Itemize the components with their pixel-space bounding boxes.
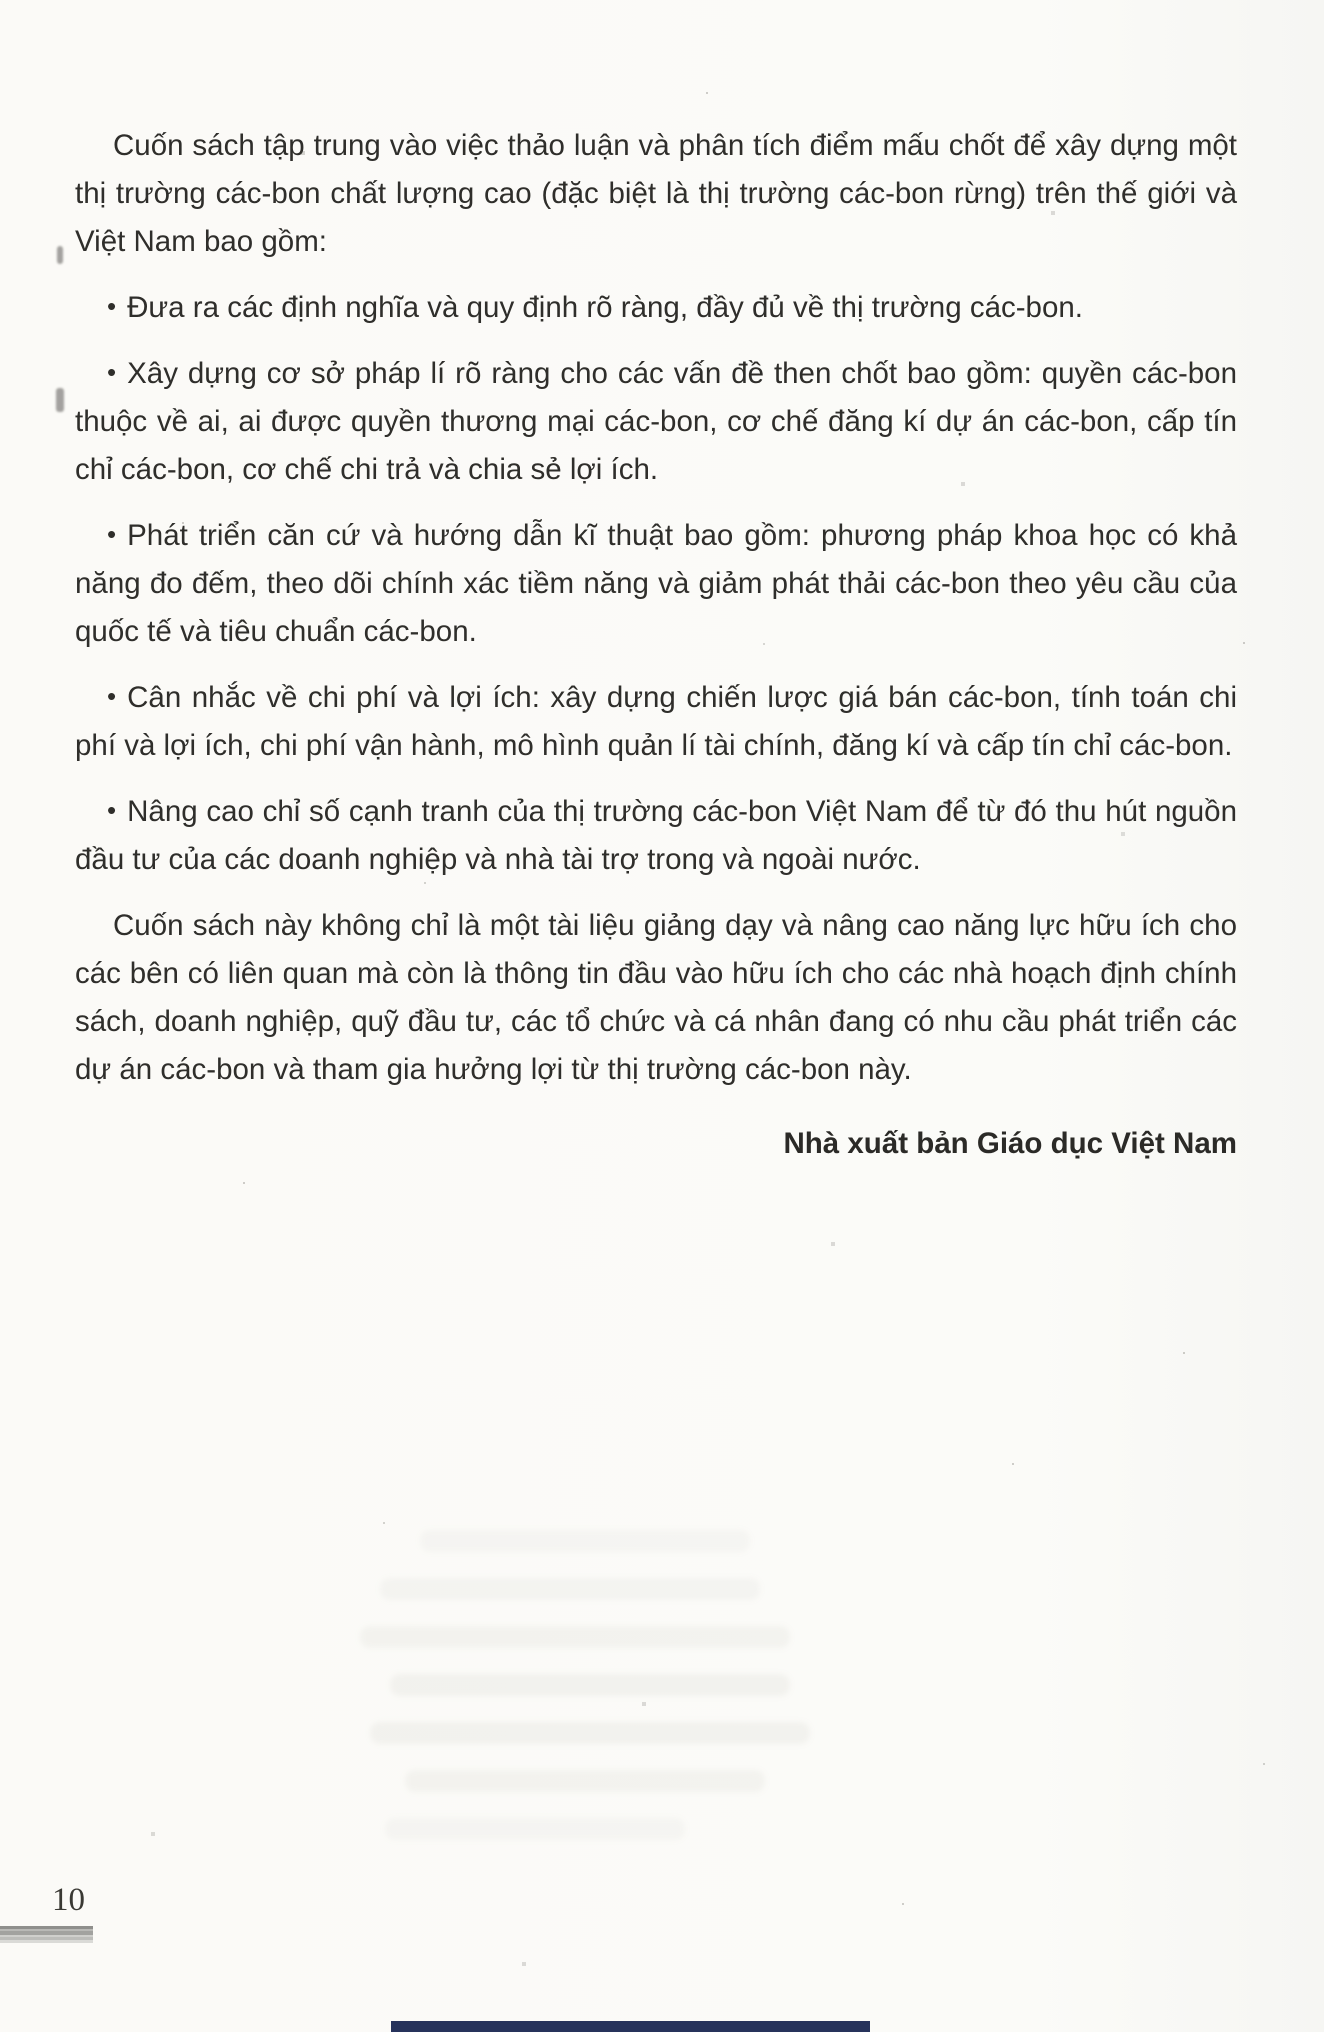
bullet-item-definitions xyxy=(75,284,1237,332)
bullet-item-competitiveness xyxy=(75,788,1237,884)
scan-smudge-artifact xyxy=(57,246,63,264)
bullet-item-legal-basis xyxy=(75,350,1237,494)
page-number-rule xyxy=(0,1926,93,1943)
bullet-text: Phát triển căn cứ và hướng dẫn kĩ thuật bao gồm: phương pháp khoa học có khả năng đo đếm, theo dõi chính xác tiềm năng và giảm phát thải các-bon theo yêu cầu của quốc tế và tiêu chuẩn các-bon. xyxy=(75,519,1237,648)
publisher-signature: Nhà xuất bản Giáo dục Việt Nam xyxy=(783,1127,1237,1160)
page-number: 10 xyxy=(52,1882,85,1918)
scan-noise-specks xyxy=(0,0,2,2)
bullet-item-cost-benefit xyxy=(75,674,1237,770)
bullet-dot-icon: • xyxy=(107,357,117,387)
bullet-dot-icon: • xyxy=(107,681,117,711)
bullet-text: Xây dựng cơ sở pháp lí rõ ràng cho các vấn đề then chốt bao gồm: quyền các-bon thuộc về ai, ai được quyền thương mại các-bon, cơ chế đăng kí dự án các-bon, cấp tín chỉ các-bon, cơ chế chi trả và chia sẻ lợi ích. xyxy=(75,357,1237,486)
bleed-through-artifact xyxy=(360,1530,920,1880)
bullet-text: Nâng cao chỉ số cạnh tranh của thị trường các-bon Việt Nam để từ đó thu hút nguồn đầu tư của các doanh nghiệp và nhà tài trợ trong và ngoài nước. xyxy=(75,795,1237,876)
intro-paragraph: Cuốn sách tập trung vào việc thảo luận và phân tích điểm mấu chốt để xây dựng một thị trường các-bon chất lượng cao (đặc biệt là thị trường các-bon rừng) trên thế giới và Việt Nam bao gồm: xyxy=(75,129,1237,258)
bullet-dot-icon: • xyxy=(107,519,117,549)
bullet-dot-icon: • xyxy=(107,291,117,321)
footer-navy-bar xyxy=(391,2021,870,2032)
bullet-item-technical-guidance xyxy=(75,512,1237,656)
scan-smudge-artifact xyxy=(56,388,64,412)
closing-paragraph: Cuốn sách này không chỉ là một tài liệu giảng dạy và nâng cao năng lực hữu ích cho các bên có liên quan mà còn là thông tin đầu vào hữu ích cho các nhà hoạch định chính sách, doanh nghiệp, quỹ đầu tư, các tổ chức và cá nhân đang có nhu cầu phát triển các dự án các-bon và tham gia hưởng lợi từ thị trường các-bon này. xyxy=(75,909,1237,1086)
bullet-text: Đưa ra các định nghĩa và quy định rõ ràng, đầy đủ về thị trường các-bon. xyxy=(127,291,1083,324)
bullet-text: Cân nhắc về chi phí và lợi ích: xây dựng chiến lược giá bán các-bon, tính toán chi phí và lợi ích, chi phí vận hành, mô hình quản lí tài chính, đăng kí và cấp tín chỉ các-bon. xyxy=(75,681,1237,762)
bullet-dot-icon: • xyxy=(107,795,117,825)
